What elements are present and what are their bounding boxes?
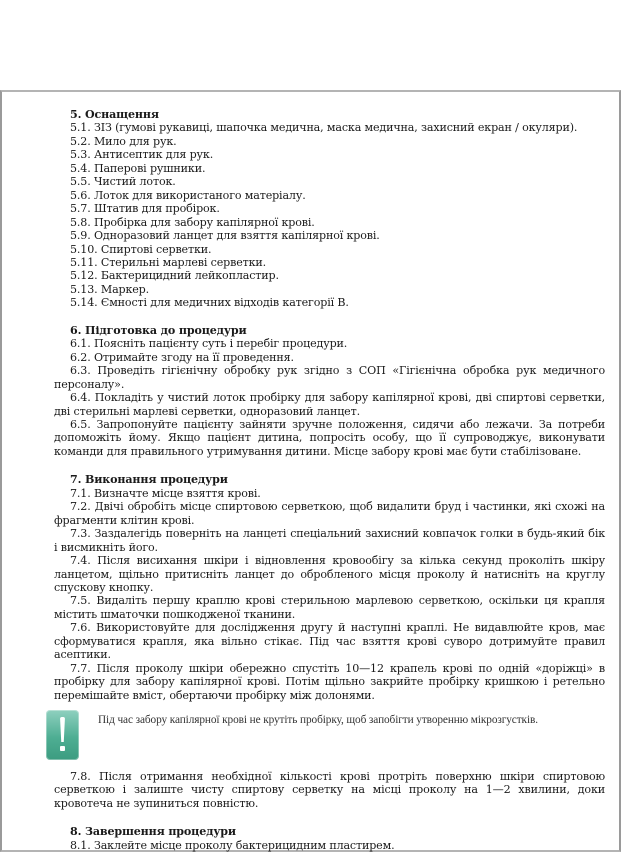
list-item: 5.10. Спиртові серветки. bbox=[70, 242, 212, 256]
list-item: 5.14. Ємності для медичних відходів категорії В. bbox=[70, 296, 349, 310]
section-heading: 7. Виконання процедури bbox=[70, 473, 228, 487]
paragraph: 6.4. Покладіть у чистий лоток пробірку для забору капілярної крові, дві спиртові серветки, дві стерильні марлеві серветки, одноразовий ланцет. bbox=[54, 391, 605, 418]
exclamation-bar bbox=[60, 717, 65, 742]
list-item: 5.7. Штатив для пробірок. bbox=[70, 202, 220, 216]
list-item: 5.3. Антисептик для рук. bbox=[70, 148, 214, 162]
page-content bbox=[54, 108, 605, 852]
paragraph: 7.4. Після висихання шкіри і відновлення кровообігу за кілька секунд проколіть шкіру ланцетом, щільно притисніть ланцет до обробленого місця проколу й натисніть на круглу спускову кнопку. bbox=[54, 554, 605, 594]
section-preparation bbox=[54, 324, 605, 459]
section-equipment bbox=[54, 108, 605, 310]
exclamation-icon bbox=[46, 710, 79, 760]
paragraph: 7.2. Двічі обробіть місце спиртовою серветкою, щоб видалити бруд і частинки, які схожі на фрагменти клітин крові. bbox=[54, 500, 605, 527]
paragraph: 6.5. Запропонуйте пацієнту зайняти зручне положення, сидячи або лежачи. За потреби допоможіть йому. Якщо пацієнт дитина, попросіть особу, що її супроводжує, виконувати команди для правильного утримування дитини. Місце забору крові має бути стабілізоване. bbox=[54, 417, 605, 458]
section-heading: 8. Завершення процедури bbox=[70, 825, 236, 839]
paragraph: 7.6. Використовуйте для дослідження другу й наступні краплі. Не видавлюйте кров, має сформуватися крапля, яка вільно стікає. Під час взяття крові суворо дотримуйте правил асептики. bbox=[54, 621, 605, 662]
paragraph: 6.3. Проведіть гігієнічну обробку рук згідно з СОП «Гігієнічна обробка рук медичного персоналу». bbox=[54, 364, 605, 391]
list-item: 5.5. Чистий лоток. bbox=[70, 175, 176, 189]
spacer bbox=[54, 458, 605, 473]
list-item: 5.13. Маркер. bbox=[70, 282, 150, 296]
paragraph: 7.7. Після проколу шкіри обережно спустіть 10—12 крапель крові по одній «доріжці» в пробірку для забору капілярної крові. Потім щільно закрийте пробірку кришкою і ретельно перемішайте вміст, обертаючи пробірку між долонями. bbox=[54, 661, 605, 702]
section-heading: 5. Оснащення bbox=[70, 108, 159, 121]
paragraph: 7.3. Заздалегідь поверніть на ланцеті спеціальний захисний ковпачок голки в будь-який бік і висмикніть його. bbox=[54, 527, 605, 554]
paragraph: 6.1. Поясніть пацієнту суть і перебіг процедури. bbox=[70, 337, 348, 351]
paragraph: 7.5. Видаліть першу краплю крові стерильною марлевою серветкою, оскільки ця крапля містить шматочки пошкодженої тканини. bbox=[54, 594, 605, 621]
paragraph: 7.8. Після отримання необхідної кількості крові протріть поверхню шкіри спиртовою серветкою і залиште чисту спиртову серветку на місці проколу на 1—2 хвилини, доки кровотеча не зупиниться повністю. bbox=[54, 770, 605, 810]
exclamation-dot bbox=[60, 746, 65, 751]
warning-note bbox=[46, 708, 605, 764]
list-item: 5.11. Стерильні марлеві серветки. bbox=[70, 255, 267, 269]
warning-note-text: Під час забору капілярної крові не крутіть пробірку, щоб запобігти утворенню мікрозгустків. bbox=[98, 714, 538, 727]
spacer bbox=[54, 310, 605, 324]
list-item: 5.1. ЗІЗ (гумові рукавиці, шапочка медична, маска медична, захисний екран / окуляри). bbox=[70, 121, 578, 135]
list-item: 5.6. Лоток для використаного матеріалу. bbox=[70, 188, 306, 202]
list-item: 5.12. Бактерицидний лейкопластир. bbox=[70, 269, 279, 283]
section-completion bbox=[54, 825, 605, 852]
list-item: 5.2. Мило для рук. bbox=[70, 134, 177, 148]
paragraph: 7.1. Визначте місце взяття крові. bbox=[70, 486, 261, 500]
list-item: 8.1. Заклейте місце проколу бактерицидним пластирем. bbox=[70, 838, 395, 852]
list-item: 5.8. Пробірка для забору капілярної крові. bbox=[70, 215, 315, 229]
section-execution bbox=[54, 473, 605, 810]
document-page bbox=[0, 90, 621, 852]
list-item: 5.9. Одноразовий ланцет для взяття капілярної крові. bbox=[70, 229, 380, 243]
list-item: 5.4. Паперові рушники. bbox=[70, 161, 206, 175]
section-heading: 6. Підготовка до процедури bbox=[70, 323, 247, 337]
spacer bbox=[54, 810, 605, 825]
paragraph: 6.2. Отримайте згоду на її проведення. bbox=[70, 350, 294, 364]
